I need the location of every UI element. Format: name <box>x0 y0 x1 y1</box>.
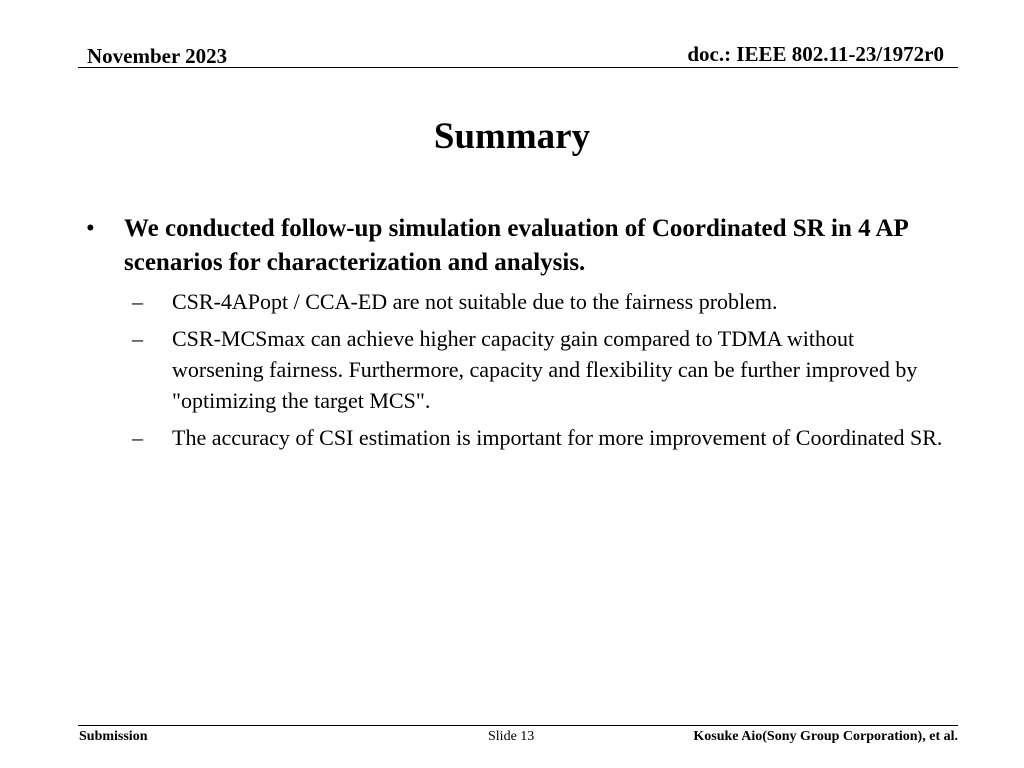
footer-submission: Submission <box>79 729 148 744</box>
sub-bullet-text: The accuracy of CSI estimation is important for more improvement of Coordinated SR. <box>172 425 943 450</box>
header-divider <box>78 67 958 68</box>
sub-bullet-3 <box>132 422 946 453</box>
slide-body <box>86 212 946 459</box>
slide-title: Summary <box>433 116 591 157</box>
dash-icon: – <box>132 425 143 450</box>
footer-divider <box>78 725 958 726</box>
sub-bullet-2 <box>132 323 946 416</box>
header-date: November 2023 <box>87 44 228 68</box>
sub-bullet-list <box>86 286 946 453</box>
dash-icon: – <box>132 289 143 314</box>
sub-bullet-text: CSR-4APopt / CCA-ED are not suitable due to the fairness problem. <box>172 289 778 314</box>
main-bullet <box>86 212 946 280</box>
sub-bullet-1 <box>132 286 946 317</box>
footer-slide-number: Slide 13 <box>488 729 535 744</box>
header-doc-id: doc.: IEEE 802.11-23/1972r0 <box>687 42 944 66</box>
dash-icon: – <box>132 326 143 351</box>
footer-authors: Kosuke Aio(Sony Group Corporation), et al. <box>693 729 958 744</box>
sub-bullet-text: CSR-MCSmax can achieve higher capacity gain compared to TDMA without worsening fairness. Furthermore, capacity and flexibility can be further improved by "optimizing the target MCS". <box>172 326 918 413</box>
bullet-dot-icon: • <box>86 215 95 242</box>
main-bullet-text: We conducted follow-up simulation evaluation of Coordinated SR in 4 AP scenarios for characterization and analysis. <box>124 215 908 276</box>
